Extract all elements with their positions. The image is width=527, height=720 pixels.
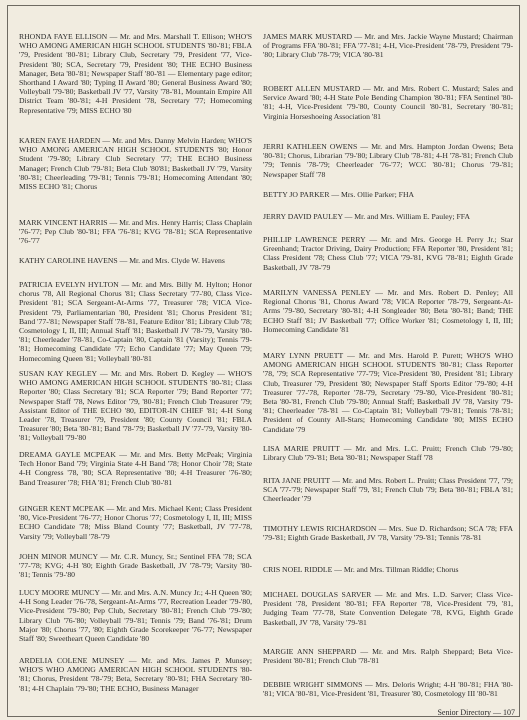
entry-details: — Mr. and Mrs. Robert L. Pruitt; Class President '77, '79; SCA '77-'79; Newspaper Staff '79, '81; French Club '79; Beta '80-'81; FBLA '81; Cheerleader '79 xyxy=(263,476,513,504)
student-name: GINGER KENT MCPEAK xyxy=(19,504,105,513)
entry-details: — Mr. and Mrs. A.N. Muncy Jr.; 4-H Queen '80; 4-H Song Leader '76-'78, Sergeant-At-Arms '77, Recreation Leader '79-'80, Vice-President '79-'80; Pep Club, Secretary '80-'81; French Club '79-'80; Library Club '76-'80; Volleyball '79-'81; Tennis '79; Band '76-'81; Drum Major '80; Chorus '77, '80; Eighth Grade Scorekeeper '76-'77; Newspaper Staff '80; Sweetheart Queen Candidate '80 xyxy=(19,588,252,644)
entry-details: — Mr. and Mrs. L.C. Pruitt; French Club '79-'80; Library Club '79-'81; Beta '80-'81; Newspaper Staff '78 xyxy=(263,444,513,463)
directory-entry xyxy=(263,288,513,334)
entry-details: — Mr. and Mrs. Tillman Riddle; Chorus xyxy=(332,565,459,574)
directory-entry xyxy=(19,588,252,643)
directory-entry xyxy=(263,524,513,542)
directory-entry xyxy=(19,280,252,363)
student-name: JOHN MINOR MUNCY xyxy=(19,552,98,561)
entry-details: — Mr. and Mrs. Billy M. Hylton; Honor chorus '78, All Regional Chorus '81; Class Secretary '77-'80, Class Vice-President '81; SCA Sergeant-At-Arms '77, Treasurer '78; VICA Vice-President '79, Parliamentarian '80, President '81; Chorus President '81; Band '77-'81; Newspaper Staff '78-'81, Feature Editor '81; Library Club '78; Cosmetology I, II, III; Annual Staff '81; Basketball JV '78-'79, Varsity '80-'81; Cheerleader '78-'81, Co-Captain '80, Captain '81 (Varsity); Tennis '79-'81; Homecoming Candidate '77; Echo Candidate '77; May Queen '79; Homecoming Queen '81; Volleyball '80-'81 xyxy=(19,280,252,363)
entry-details: — Mr. and Mrs. Marshall T. Ellison; WHO'S WHO AMONG AMERICAN HIGH SCHOOL STUDENTS '80-'81; FBLA '79, President '80-'81; Library Club, Secretary '79, President '77, Vice-President '80; SCA, Secretary '79, President '80; THE ECHO Business Manager, Beta '80-'81; Newspaper Staff '80-'81 — Elementary page editor; Shorthand I Award '80; Typing II Award '80; General Business Award '80; Volleyball '79-'80; Basketball JV '77, Varsity '78-'81, Mountain Empire All District Team '80-'81; 4-H President '78, Secretary '77; Homecoming Representative '79; MISS ECHO '80 xyxy=(19,32,252,115)
student-name: PATRICIA EVELYN HYLTON xyxy=(19,280,119,289)
directory-entry xyxy=(263,351,513,434)
directory-entry xyxy=(19,32,252,115)
directory-entry xyxy=(263,32,513,60)
entry-details: — Mr. and Mrs. Hampton Jordan Owens; Beta '80-'81; Chorus, Librarian '79-'80; Library Club '78-'81; 4-H '78-'81; French Club '79; Tennis '78-'79; Cheerleader '76-'77; WCC '80-'81; Chorus '79-'81; Newspaper Staff '78 xyxy=(263,142,513,179)
student-name: JERRI KATHLEEN OWENS xyxy=(263,142,358,151)
entry-details: — Mrs. Sue D. Richardson; SCA '78; FFA '79-'81; Eighth Grade Basketball, JV '78, Varsity '79-'81; Tennis '78-'81 xyxy=(263,524,513,543)
student-name: DREAMA GAYLE MCPEAK xyxy=(19,450,116,459)
entry-details: — Mr. and Mrs. George H. Perry Jr.; Star Greenhand; Tractor Driving, Dairy Production; FFA Reporter '80, President '81; Class President '78; Chess Club '77; VICA '79-'81, KVG '78-'81; Eighth Grade Basketball, JV '78-'79 xyxy=(263,235,514,272)
entry-details: — Mr. and Mrs. Robert C. Mustard; Sales and Service Award '80; 4-H State Pole Bending Champion '80-'81; FFA Sentinel '80-'81; 4-H, Vice-President '79-'80, County Council '80-'81, Secretary '80-'81; Virginia Horseshoeing Association '81 xyxy=(263,84,513,121)
student-name: PHILLIP LAWRENCE PERRY xyxy=(263,235,366,244)
entry-details: — Mr. and Mrs. Michael Kent; Class President '80, Vice-President '76-'77; Honor Chorus '77; Cosmetology I, II, III; MISS ECHO Candidate '78; Miss Bland County '77; Basketball, JV '77-'78, Varsity '79; Volleyball '78-'79 xyxy=(19,504,253,541)
student-name: MICHAEL DOUGLAS SARVER xyxy=(263,590,372,599)
entry-details: — Mr. C.R. Muncy, Sr.; Sentinel FFA '78; SCA '77-'78; KVG; 4-H '80; Eighth Grade Basketball, JV '78-'79; Varsity '80-'81; Tennis '79-'80 xyxy=(19,552,253,580)
student-name: MARILYN VANESSA PENLEY xyxy=(263,288,371,297)
directory-entry xyxy=(263,142,513,179)
student-name: KAREN FAYE HARDEN xyxy=(19,136,101,145)
directory-entry xyxy=(19,450,252,487)
student-name: ROBERT ALLEN MUSTARD xyxy=(263,84,361,93)
student-name: ARDELIA COLENE MUNSEY xyxy=(19,656,125,665)
entry-details: — Mr. and Mrs. Henry Harris; Class Chaplain '76-'77; Pep Club '80-'81; FFA '76-'81; KVG '78-'81; SCA Representative '76-'77 xyxy=(19,218,253,246)
entry-details: — Mr. and Mrs. Clyde W. Havens xyxy=(117,256,225,265)
directory-entry xyxy=(263,84,513,121)
directory-entry xyxy=(19,136,252,191)
student-name: JERRY DAVID PAULEY xyxy=(263,212,343,221)
entry-details: — Mr. and Mrs. Harold P. Purett; WHO'S WHO AMONG AMERICAN HIGH SCHOOL STUDENTS '80-'81; Class Reporter '78, '79; SCA Representative '77-'79; Vice-President '80, President '81; Library Club, Treasurer '79, President '80; Newspaper Staff Sports Editor '79-'80; 4-H Treasurer '77-'78, Reporter '78-'79, Secretary '79-'80, Vice-President '80-'81; Beta '80-'81, French Club '79-'80; Annual Staff; Basketball JV '78, Varsity '79-'81; Cheerleader '78-'81 — Co-Captain '81; Volleyball '79-'81; Tennis '78-'81; President of County All-Stars; Homecoming Candidate '80; MISS ECHO Candidate '79 xyxy=(263,351,513,434)
student-name: RHONDA FAYE ELLISON xyxy=(19,32,108,41)
student-name: KATHY CAROLINE HAVENS xyxy=(19,256,118,265)
page-footer: Senior Directory — 107 xyxy=(437,708,515,717)
entry-details: — Mrs. Ollie Parker; FHA xyxy=(329,190,415,199)
directory-entry xyxy=(19,256,252,265)
entry-details: — Mr. and Mrs. Betty McPeak; Virginia Tech Honor Band '79; Virginia State 4-H Band '78; Honor Choir '78; State 4-H Congress '78, '80; SCA Representative '80; 4-H Treasurer '76-'80; Band Treasurer '78; FHA '81; French Club '80-'81 xyxy=(19,450,252,487)
student-name: RITA JANE PRUITT xyxy=(263,476,330,485)
entry-details: — Mr. and Mrs. L.D. Sarver; Class Vice-President '78, President '80-'81; FFA Reporter '78, Vice-President '79, '81, Judging Team '77-'78, State Convention Delegate '78, KVG, Eighth Grade Basketball, JV '78, Varsity '79-'81 xyxy=(263,590,513,627)
directory-entry xyxy=(19,369,252,443)
directory-entry xyxy=(263,590,513,627)
student-name: LUCY MOORE MUNCY xyxy=(19,588,100,597)
entry-details: — Mrs. Deloris Wright; 4-H '80-'81; FHA '80-'81; VICA '80-'81, Vice-President '81, Treasurer '80, Cosmetology III '80-'81 xyxy=(263,680,513,699)
entry-details: — Mr. and Mrs. Danny Melvin Harden; WHO'S WHO AMONG AMERICAN HIGH SCHOOL STUDENTS '80; Honor Student '79-'80; Library Club Secretary '77; THE ECHO Business Manager; French Club '79-'81; Beta Club '80'81; Basketball JV '79, Varsity '80-'81; Cheerleading '79-'81; Tennis '79-'81; Homecoming Attendant '80; MISS ECHO '81; Chorus xyxy=(19,136,252,192)
directory-entry xyxy=(263,190,513,199)
directory-entry xyxy=(19,504,252,541)
student-name: SUSAN KAY KEGLEY xyxy=(19,369,97,378)
student-name: JAMES MARK MUSTARD xyxy=(263,32,353,41)
directory-entry xyxy=(263,476,513,504)
entry-details: — Mr. and Mrs. Jackie Wayne Mustard; Chairman of Programs FFA '80-'81; FFA '77-'81; 4-H, Vice-President '78-'79, President '79-'80; Library Club '78-'79; VICA '80-'81 xyxy=(263,32,514,60)
directory-entry xyxy=(263,565,513,574)
directory-entry xyxy=(263,680,513,698)
directory-entry xyxy=(19,656,252,693)
student-name: MARGIE ANN SHEPPARD xyxy=(263,647,357,656)
entry-details: — Mr. and Mrs. Ralph Sheppard; Beta Vice-President '80-'81; French Club '78-'81 xyxy=(263,647,513,666)
directory-entry xyxy=(263,647,513,665)
student-name: LISA MARIE PRUITT xyxy=(263,444,340,453)
entry-details: — Mr. and Mrs. Robert D. Penley; All Regional Chorus '81, Chorus Award '78; VICA Reporter '78-'79, Sergeant-At-Arms '79-'80, Secretary '80-'81; 4-H Songleader '80; Beta '80-'81; Band; THE ECHO Staff '81; JV Basketball '77; Office Worker '81; Cosmetology I, II, III; Homecoming Candidate '81 xyxy=(263,288,513,334)
directory-entry xyxy=(263,235,513,272)
directory-entry xyxy=(19,218,252,246)
student-name: MARY LYNN PRUETT xyxy=(263,351,343,360)
entry-details: — Mr. and Mrs. James P. Munsey; WHO'S WHO AMONG AMERICAN HIGH SCHOOL STUDENTS '80-'81; Chorus, President '78-'79; Beta, Secretary '80-'81; FHA Secretary '80-'81; 4-H Chaplain '79-'80; THE ECHO, Business Manager xyxy=(19,656,252,693)
student-name: CRIS NOEL RIDDLE xyxy=(263,565,333,574)
directory-entry xyxy=(263,444,513,462)
student-name: MARK VINCENT HARRIS xyxy=(19,218,108,227)
student-name: BETTY JO PARKER xyxy=(263,190,330,199)
student-name: DEBBIE WRIGHT SIMMONS xyxy=(263,680,363,689)
entry-details: — Mr. and Mrs. William E. Pauley; FFA xyxy=(342,212,471,221)
entry-details: — Mr. and Mrs. Robert D. Kegley — WHO'S WHO AMONG AMERICAN HIGH SCHOOL STUDENTS '80-'81; Class Reporter '80; Class Secretary '81; SCA Reporter '79; Band Reporter '77; Newspaper Staff '78, News Editor '79, '80-'81; French Club Treasurer '79; Assistant Editor of THE ECHO '80, EDITOR-IN CHIEF '81; 4-H Song Leader '78, Treasurer '79, President '80; County Council '81; FBLA Treasurer '80; Beta '80-'81; Band '78-'79; Basketball JV '77-'79, Varsity '80-'81; Volleyball '79-'80 xyxy=(19,369,253,443)
directory-entry xyxy=(263,212,513,221)
student-name: TIMOTHY LEWIS RICHARDSON xyxy=(263,524,377,533)
directory-entry xyxy=(19,552,252,580)
